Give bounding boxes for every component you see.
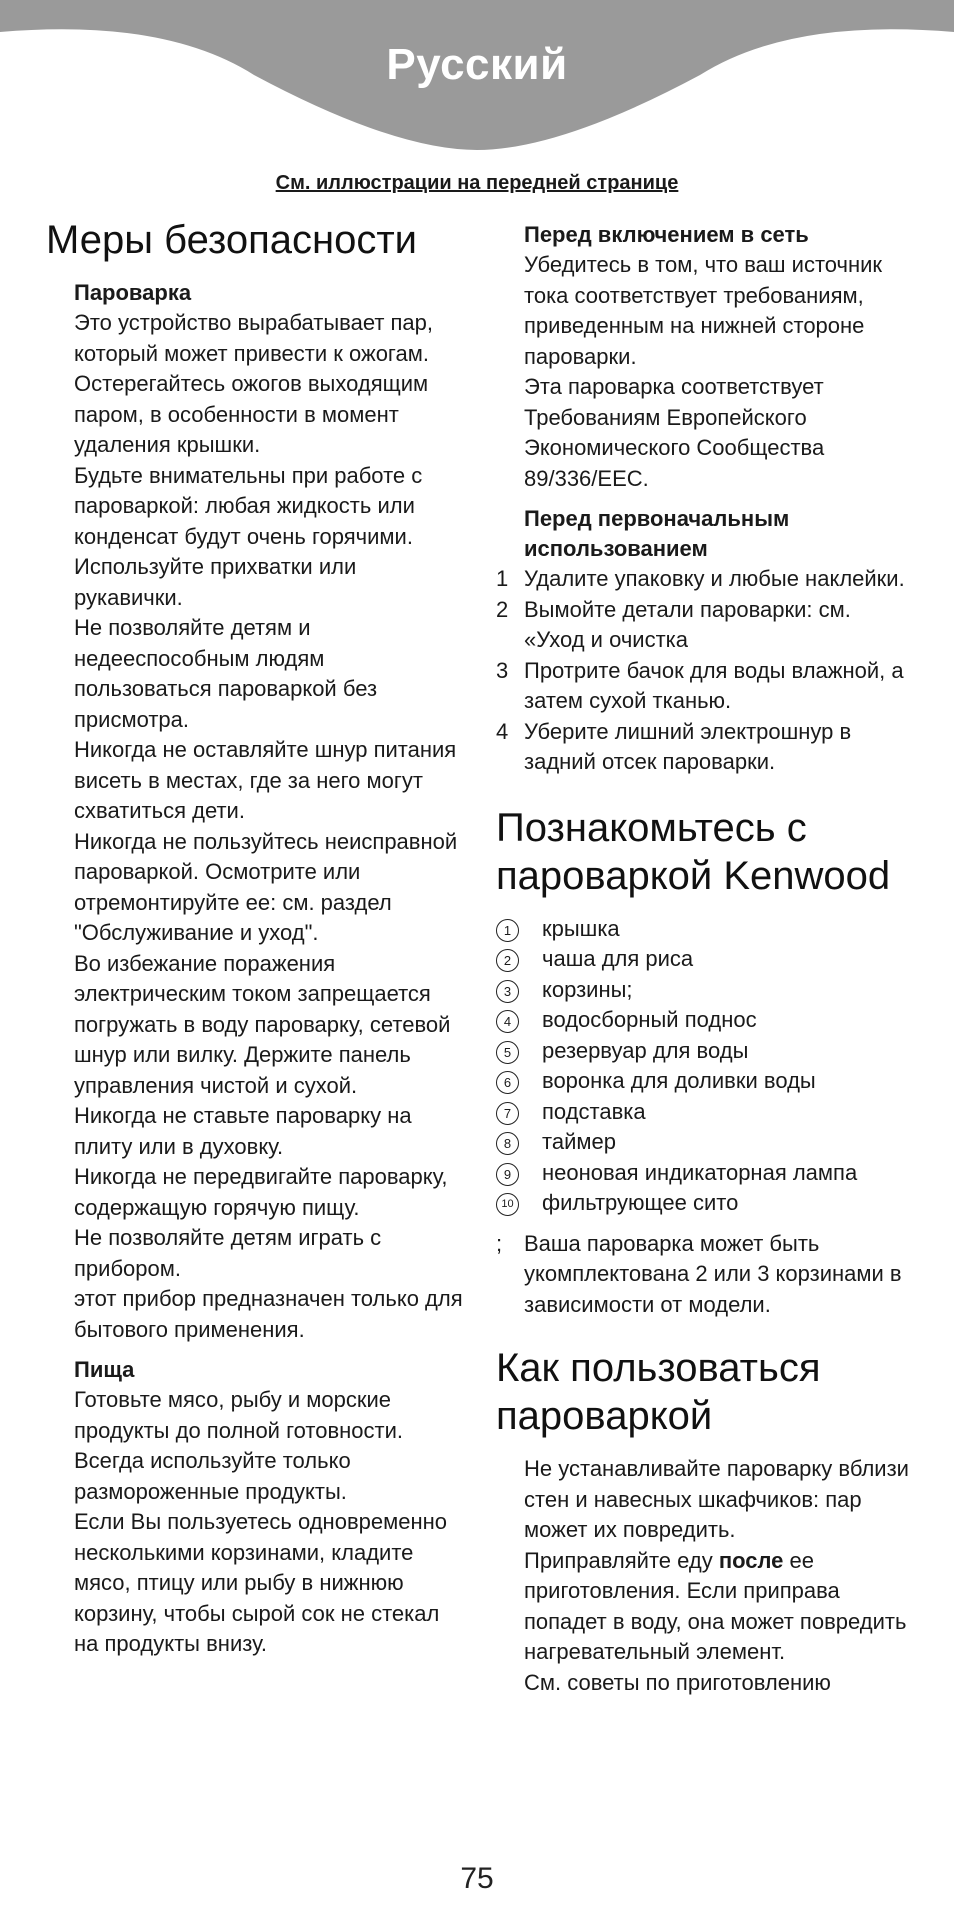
safety-paragraph: Не позволяйте детям играть с прибором.: [74, 1225, 382, 1281]
list-item: [496, 595, 916, 656]
food-paragraph: Всегда используйте только размороженные продукты.: [74, 1448, 351, 1504]
page-number: 75: [460, 1862, 494, 1895]
step-text: Удалите упаковку и любые наклейки.: [524, 566, 905, 591]
part-label: таймер: [542, 1129, 616, 1154]
first-use-steps: [496, 564, 916, 778]
baskets-note: [496, 1229, 916, 1321]
safety-paragraph: Это устройство вырабатывает пар, который может привести к ожогам.: [74, 310, 434, 366]
step-number: 1: [496, 566, 509, 591]
illustrations-note: См. иллюстрации на передней странице: [275, 172, 679, 194]
text-run: ее приготовления. Если приправа попадет в воду, она может повредить нагревательный элемент.: [524, 1547, 907, 1664]
note-text: Ваша пароварка может быть укомплектована 2 или 3 корзинами в зависимости от модели.: [524, 1230, 902, 1317]
part-number: 7: [496, 1102, 519, 1125]
step-number: 2: [496, 596, 509, 622]
part-number: 10: [496, 1193, 519, 1216]
safety-title: Меры безопасности: [46, 218, 417, 262]
howto-paragraph: [524, 1546, 916, 1668]
safety-paragraph: Никогда не ставьте пароварку на плиту или в духовку.: [74, 1103, 412, 1159]
howto-paragraph: Не устанавливайте пароварку вблизи стен и навесных шкафчиков: пар может их повредить.: [524, 1456, 909, 1542]
food-paragraph: Если Вы пользуетесь одновременно несколькими корзинами, кладите мясо, птицу или рыбу в нижнюю корзину, чтобы сырой сок не стекал на продукты внизу.: [74, 1509, 447, 1656]
food-subhead: Пища: [74, 1357, 135, 1382]
list-item: [496, 1036, 916, 1067]
list-item: [496, 914, 916, 945]
text-run: Приправляйте еду: [524, 1547, 719, 1573]
safety-paragraph: Будьте внимательны при работе с пароваркой: любая жидкость или конденсат будут очень горячими. Используйте прихватки или рукавички.: [74, 462, 423, 610]
part-label: неоновая индикаторная лампа: [542, 1159, 858, 1185]
part-label: подставка: [542, 1098, 646, 1124]
list-item: [496, 717, 916, 778]
list-item: [496, 975, 916, 1006]
safety-paragraph: Никогда не оставляйте шнур питания висеть в местах, где за него могут схватиться дети.: [74, 737, 457, 823]
part-label: резервуар для воды: [542, 1037, 749, 1063]
list-item: [496, 1127, 916, 1158]
first-use-subhead: Перед первоначальным использованием: [524, 506, 790, 561]
left-column: [46, 216, 466, 1670]
power-paragraph: Эта пароварка соответствует Требованиям Европейского Экономического Сообщества 89/336/EEC.: [524, 374, 825, 491]
list-item: [496, 944, 916, 975]
steamer-safety-list: [74, 308, 466, 1345]
list-item: [496, 1097, 916, 1128]
list-item: [496, 564, 916, 595]
list-item: [496, 656, 916, 717]
part-number: 5: [496, 1041, 519, 1064]
parts-list: [496, 914, 916, 1219]
steamer-subhead: Пароварка: [74, 280, 192, 305]
part-number: 4: [496, 1010, 519, 1033]
safety-paragraph: Не позволяйте детям и недееспособным людям пользоваться пароваркой без присмотра.: [74, 615, 378, 732]
safety-paragraph: Остерегайтесь ожогов выходящим паром, в особенности в момент удаления крышки.: [74, 371, 429, 457]
power-subhead: Перед включением в сеть: [524, 222, 809, 247]
step-number: 3: [496, 657, 509, 683]
part-number: 2: [496, 949, 519, 972]
power-paragraph: Убедитесь в том, что ваш источник тока соответствует требованиям, приведенным на нижней стороне пароварки.: [524, 252, 883, 369]
step-text: Вымойте детали пароварки: см. «Уход и очистка: [524, 596, 851, 652]
safety-paragraph: этот прибор предназначен только для бытового применения.: [74, 1286, 463, 1342]
food-paragraph: Готовьте мясо, рыбу и морские продукты до полной готовности.: [74, 1387, 403, 1443]
part-number: 3: [496, 980, 519, 1003]
list-item: [496, 1158, 916, 1189]
know-title: Познакомьтесь с пароваркой Kenwood: [496, 805, 891, 898]
part-label: воронка для доливки воды: [542, 1068, 816, 1093]
list-item: [496, 1066, 916, 1097]
howto-title: Как пользоваться пароваркой: [496, 1346, 821, 1438]
safety-paragraph: Никогда не пользуйтесь неисправной пароваркой. Осмотрите или отремонтируйте ее: см. раздел "Обслуживание и уход".: [74, 828, 458, 945]
step-text: Уберите лишний электрошнур в задний отсек пароварки.: [524, 718, 852, 774]
part-label: чаша для риса: [542, 946, 694, 971]
howto-section: [496, 1454, 916, 1698]
page-language-title: Русский: [386, 40, 568, 89]
part-label: водосборный поднос: [542, 1007, 757, 1032]
list-item: [496, 1005, 916, 1036]
part-number: 1: [496, 919, 519, 942]
right-column: [496, 220, 916, 1698]
part-number: 6: [496, 1071, 519, 1094]
food-safety-list: [74, 1385, 466, 1660]
part-number: 8: [496, 1132, 519, 1155]
bold-text-run: после: [718, 1547, 784, 1573]
safety-paragraph: Во избежание поражения электрическим током запрещается погружать в воду пароварку, сетевой шнур или вилку. Держите панель управления чистой и сухой.: [74, 950, 451, 1098]
part-label: фильтрующее сито: [542, 1190, 739, 1215]
part-number: 9: [496, 1163, 519, 1186]
power-section: [496, 250, 916, 494]
part-label: корзины;: [542, 976, 633, 1002]
step-number: 4: [496, 718, 509, 744]
step-text: Протрите бачок для воды влажной, а затем сухой тканью.: [524, 657, 904, 713]
note-mark: ;: [496, 1230, 503, 1256]
part-label: крышка: [542, 915, 620, 941]
howto-paragraph: См. советы по приготовлению: [524, 1669, 831, 1695]
list-item: [496, 1188, 916, 1219]
safety-paragraph: Никогда не передвигайте пароварку, содержащую горячую пищу.: [74, 1164, 448, 1220]
